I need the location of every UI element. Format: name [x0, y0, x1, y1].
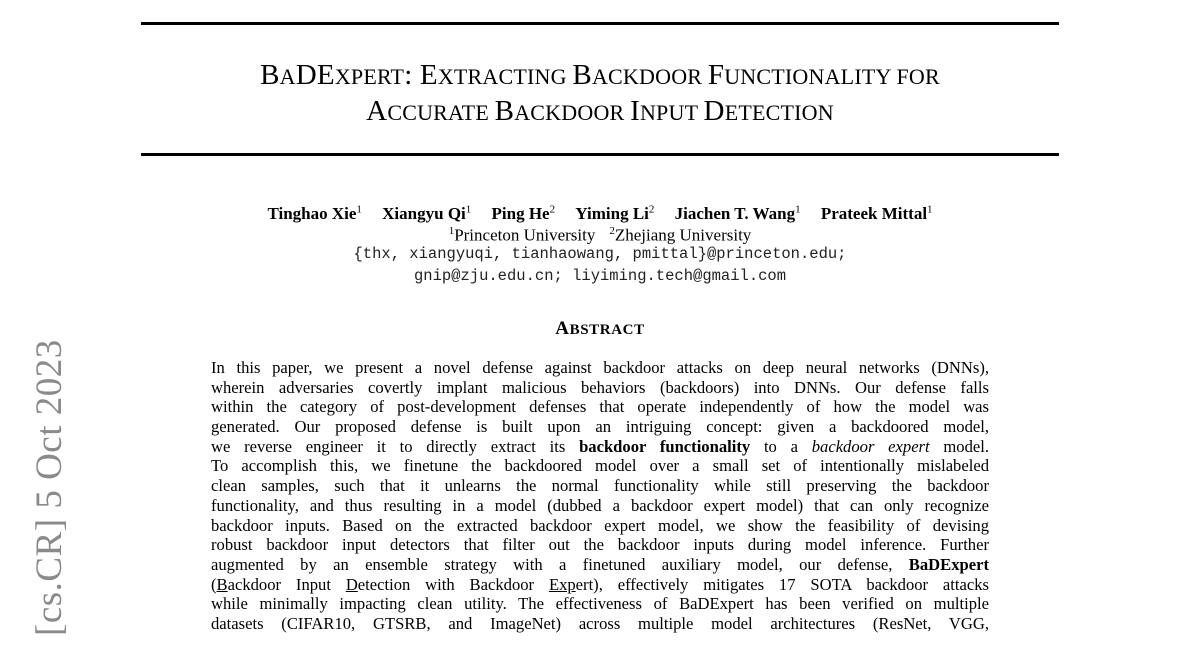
- author: Yiming Li$^2$: [575, 203, 655, 223]
- title-bottom-rule: [141, 153, 1059, 156]
- paper-title: [141, 58, 1059, 130]
- abstract-line: within the category of post-development defenses that operate independently of how the model was: [211, 397, 989, 417]
- abstract-line: (Backdoor Input Detection with Backdoor Expert), effectively mitigates 17 SOTA backdoor attacks: [211, 574, 989, 594]
- abstract-line: generated. Our proposed defense is built upon an intriguing concept: given a backdoored model,: [211, 417, 989, 437]
- abstract-line: clean samples, such that it unlearns the normal functionality while still preserving the backdoor: [211, 476, 989, 496]
- abstract-line: wherein adversaries covertly implant malicious behaviors (backdoors) into DNNs. Our defense falls: [211, 377, 989, 397]
- author: Ping He$^2$: [491, 203, 556, 223]
- author-list: [141, 199, 1059, 224]
- author: Tinghao Xie$^1$: [267, 203, 362, 223]
- author: Jiachen T. Wang$^1$: [674, 203, 801, 223]
- abstract-line: To accomplish this, we finetune the backdoored model over a small set of intentionally mislabeled: [211, 456, 989, 476]
- affiliations: $^1$Princeton University $^2$Zhejiang University: [448, 225, 752, 245]
- email-line-1: {thx, xiangyuqi, tianhaowang, pmittal}@princeton.edu;: [353, 245, 847, 263]
- abstract-heading: ABSTRACT: [555, 318, 645, 339]
- arxiv-stamp: [cs.CR] 5 Oct 2023: [29, 339, 70, 636]
- affiliation: Zhejiang University: [614, 225, 752, 245]
- title-line-2: ACCURATE BACKDOOR INPUT DETECTION: [366, 95, 834, 127]
- abstract-line: we reverse engineer it to directly extract its backdoor functionality to a backdoor expert model.: [211, 436, 990, 456]
- title-line-1: BADEXPERT: EXTRACTING BACKDOOR FUNCTIONALITY FOR: [260, 59, 940, 91]
- abstract-line: functionality, and thus resulting in a model (dubbed a backdoor expert model) that can only recognize: [211, 495, 989, 515]
- abstract-line: robust backdoor input detectors that filter out the backdoor inputs during model inference. Further: [211, 535, 989, 555]
- email-line-2: gnip@zju.edu.cn; liyiming.tech@gmail.com: [413, 267, 787, 285]
- abstract-line: while minimally impacting clean utility. The effectiveness of BaDExpert has been verified on multiple: [211, 594, 989, 614]
- abstract-line: augmented by an ensemble strategy with a finetuned auxiliary model, our defense, BaDExpert: [211, 554, 989, 574]
- author: Prateek Mittal$^1$: [820, 203, 933, 223]
- author: Xiangyu Qi$^1$: [382, 203, 472, 223]
- abstract-line: In this paper, we present a novel defense against backdoor attacks on deep neural networks (DNNs),: [211, 358, 989, 377]
- abstract-line: backdoor inputs. Based on the extracted backdoor expert model, we show the feasibility of devising: [211, 515, 989, 535]
- abstract-body: [211, 358, 989, 634]
- title-top-rule: [141, 22, 1059, 25]
- affiliation: Princeton University: [454, 225, 596, 245]
- abstract-line: datasets (CIFAR10, GTSRB, and ImageNet) across multiple model architectures (ResNet, VGG,: [211, 613, 989, 633]
